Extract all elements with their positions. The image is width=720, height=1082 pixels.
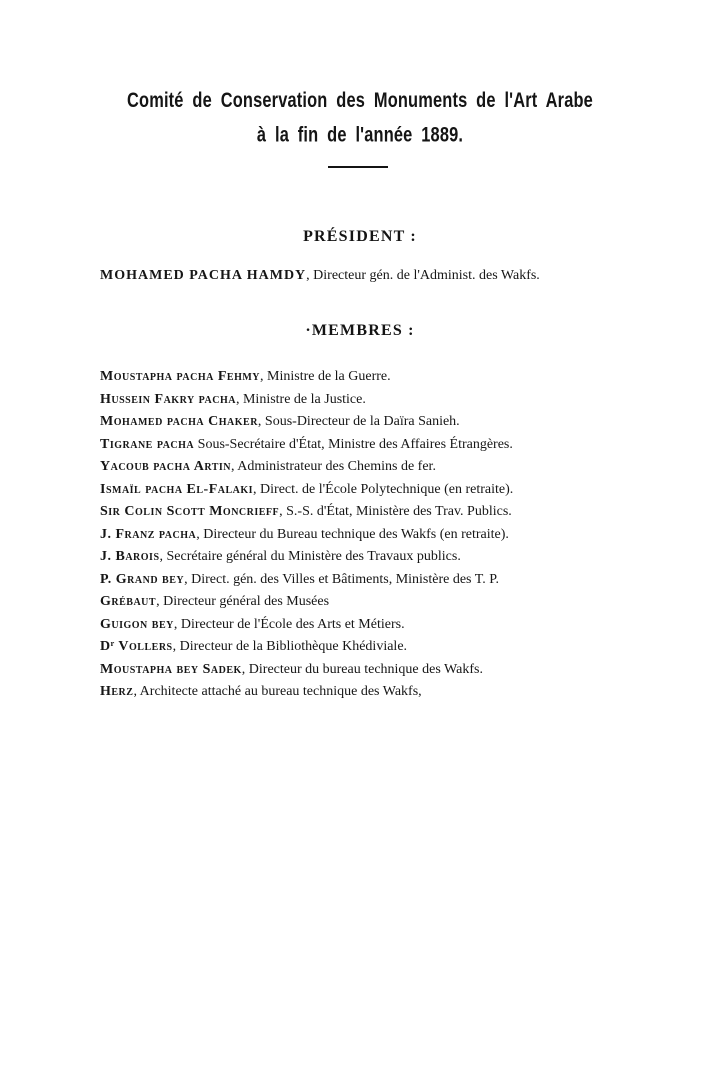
president-name: MOHAMED PACHA HAMDY xyxy=(100,268,307,283)
member-role: , S.-S. d'État, Ministère des Trav. Publics. xyxy=(279,504,512,519)
member-row xyxy=(100,524,690,547)
member-role: , Sous-Directeur de la Daïra Sanieh. xyxy=(257,414,460,429)
title-line-2: à la fin de l'année 1889. xyxy=(256,123,464,147)
member-row xyxy=(100,681,690,704)
member-name: Tigrane pacha xyxy=(100,436,195,452)
member-name: Ismaïl pacha El-Falaki xyxy=(100,481,254,497)
member-row xyxy=(100,591,690,614)
member-role: , Ministre de la Guerre. xyxy=(260,369,391,384)
member-row xyxy=(100,434,690,457)
member-role: , Directeur de la Bibliothèque Khédiviale. xyxy=(172,639,408,654)
member-name: Herz xyxy=(100,684,134,699)
member-row xyxy=(100,569,690,592)
president-entry xyxy=(100,268,540,284)
member-name: Grébaut xyxy=(100,594,157,609)
president-role: , Directeur gén. de l'Administ. des Wakfs. xyxy=(306,268,540,283)
member-row xyxy=(100,366,690,389)
title-divider-rule xyxy=(328,166,388,168)
member-role: , Architecte attaché au bureau technique des Wakfs, xyxy=(133,684,422,699)
member-role: , Ministre de la Justice. xyxy=(235,391,366,407)
member-name: Yacoub pacha Artin xyxy=(100,459,232,474)
member-row xyxy=(100,659,690,682)
member-row xyxy=(100,456,690,479)
member-row xyxy=(100,501,690,524)
member-role: , Direct. gén. des Villes et Bâtiments, Ministère des T. P. xyxy=(184,571,499,587)
member-name: J. Barois xyxy=(100,549,160,564)
member-name: Moustapha bey Sadek xyxy=(100,661,242,677)
member-row xyxy=(100,479,690,502)
member-role: , Direct. de l'École Polytechnique (en retraite). xyxy=(253,481,514,497)
member-role: , Directeur de l'École des Arts et Métiers. xyxy=(173,616,405,632)
members-list xyxy=(100,366,690,704)
member-row xyxy=(100,411,690,434)
member-name: Dʳ Vollers xyxy=(100,639,173,654)
member-name: Mohamed pacha Chaker xyxy=(100,414,258,429)
member-name: Hussein Fakry pacha xyxy=(100,391,236,407)
title-line-1: Comité de Conservation des Monuments de l'Art Arabe xyxy=(127,89,593,113)
member-name: Guigon bey xyxy=(100,616,174,632)
president-heading: PRÉSIDENT : xyxy=(303,228,417,245)
document-title xyxy=(65,84,655,153)
member-row xyxy=(100,546,690,569)
member-role: , Directeur général des Musées xyxy=(156,594,330,609)
member-name: J. Franz pacha xyxy=(100,526,197,542)
members-heading: ·MEMBRES : xyxy=(305,322,415,339)
member-row xyxy=(100,389,690,412)
member-row xyxy=(100,614,690,637)
member-row xyxy=(100,636,690,659)
member-role: Sous-Secrétaire d'État, Ministre des Affaires Étrangères. xyxy=(194,436,513,452)
member-name: P. Grand bey xyxy=(100,571,185,587)
member-role: , Directeur du Bureau technique des Wakfs (en retraite). xyxy=(196,526,509,542)
member-role: , Directeur du bureau technique des Wakfs. xyxy=(241,661,483,677)
member-role: , Secrétaire général du Ministère des Travaux publics. xyxy=(159,549,461,564)
member-name: Sir Colin Scott Moncrieff xyxy=(100,504,280,519)
member-name: Moustapha pacha Fehmy xyxy=(100,369,261,384)
member-role: , Administrateur des Chemins de fer. xyxy=(231,459,436,474)
